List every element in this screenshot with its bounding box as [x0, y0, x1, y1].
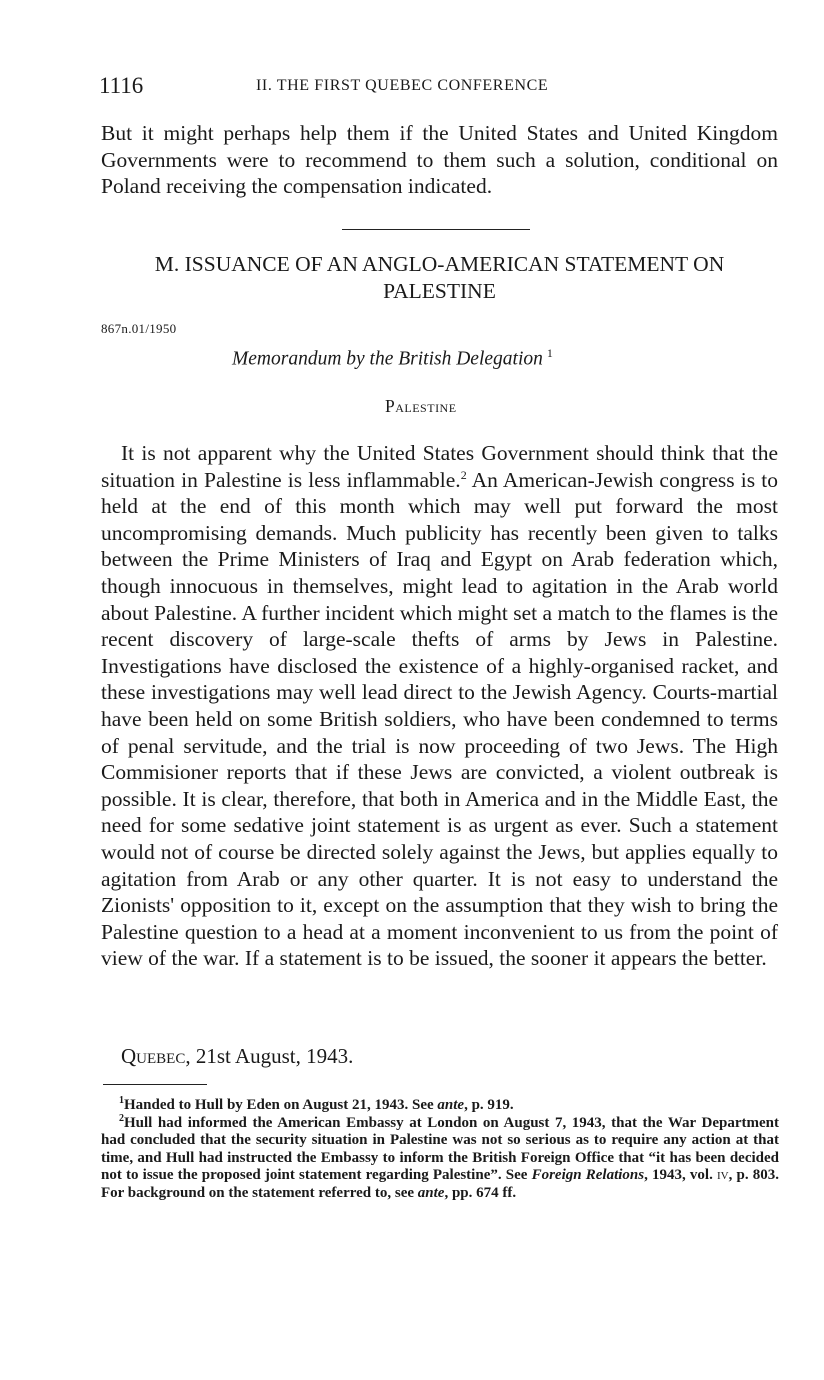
section-heading: M. ISSUANCE OF AN ANGLO-AMERICAN STATEMENT ON PALESTINE: [154, 252, 725, 303]
footnote-marker: 2: [119, 1112, 124, 1124]
footnote-italic: ante: [417, 1184, 445, 1201]
intro-paragraph: But it might perhaps help them if the United States and United Kingdom Governments were to recommend to them such a solution, conditional on Poland receiving the compensation indicated.: [101, 121, 778, 199]
footnote-marker: 1: [119, 1095, 124, 1106]
body-text-part1: It is not apparent why the United States Government should think that the situation in Palestine is less inflammable.: [101, 441, 778, 492]
body-footnote-ref: 2: [460, 467, 467, 482]
dateline: [121, 1044, 353, 1069]
footnote-volume: iv: [716, 1167, 729, 1184]
footnote-rule: [103, 1084, 207, 1085]
memo-footnote-ref: 1: [546, 346, 553, 360]
footnote-text: , pp. 674 ff.: [444, 1184, 517, 1201]
footnote-text: Hull had informed the American Embassy at London on August 7, 1943, that the War Department had concluded that the security situation in Palestine was not so serious as to require any action at that time, and Hull had instructed the Embassy to inform the British Foreign Office that “it has been decided not to issue the proposed joint statement regarding Palestine”. See: [101, 1114, 779, 1184]
footnote-text: , 1943, vol.: [644, 1167, 717, 1184]
section-divider: [342, 229, 530, 230]
file-number: 867n.01/1950: [101, 321, 177, 336]
running-head: [99, 70, 779, 104]
memo-title: [232, 346, 553, 371]
footnote-1: [101, 1097, 779, 1115]
body-text-part2: An American-Jewish congress is to held at the end of this month which may well put forward the most uncompromising demands. Much publicity has recently been given to talks between the Prime Ministers of Iraq and Egypt on Arab federation which, though innocuous in themselves, might lead to agitation in the Arab world about Palestine. A further incident which might set a match to the flames is the recent discovery of large-scale thefts of arms by Jews in Palestine. Investigations have disclosed the existence of a highly-organised racket, and these investigations may well lead direct to the Jewish Agency. Courts-martial have been held on some British soldiers, who have been condemned to terms of penal servitude, and the trial is now proceeding of two Jews. The High Commisioner reports that if these Jews are convicted, a violent outbreak is possible. It is clear, therefore, that both in America and in the Middle East, the need for some sedative joint statement is as urgent as ever. Such a statement would not of course be directed solely against the Jews, but applies equally to agitation from Arab or any other quarter. It is not easy to understand the Zionists' opposition to it, except on the assumption that they wish to bring the Palestine question to a head at a moment inconvenient to us from the point of view of the war. If a statement is to be issued, the sooner it appears the better.: [101, 467, 778, 971]
body-paragraph: [101, 440, 778, 972]
footnote-text: Handed to Hull by Eden on August 21, 1943. See: [124, 1097, 438, 1113]
dateline-place: Quebec: [121, 1044, 186, 1068]
footnotes: [101, 1097, 779, 1203]
page-number: 1116: [99, 73, 144, 98]
footnote-text: , p. 803. For background on the statement referred to, see: [101, 1167, 779, 1201]
dateline-date: , 21st August, 1943.: [185, 1044, 354, 1068]
subject-heading: Palestine: [385, 396, 457, 416]
footnote-2: [101, 1112, 779, 1203]
memo-title-text: Memorandum by the British Delegation: [232, 348, 543, 370]
footnote-italic: Foreign Relations: [531, 1167, 645, 1184]
footnote-italic: ante: [437, 1097, 465, 1113]
footnote-text: , p. 919.: [464, 1097, 514, 1113]
running-head-title: II. THE FIRST QUEBEC CONFERENCE: [256, 77, 549, 94]
